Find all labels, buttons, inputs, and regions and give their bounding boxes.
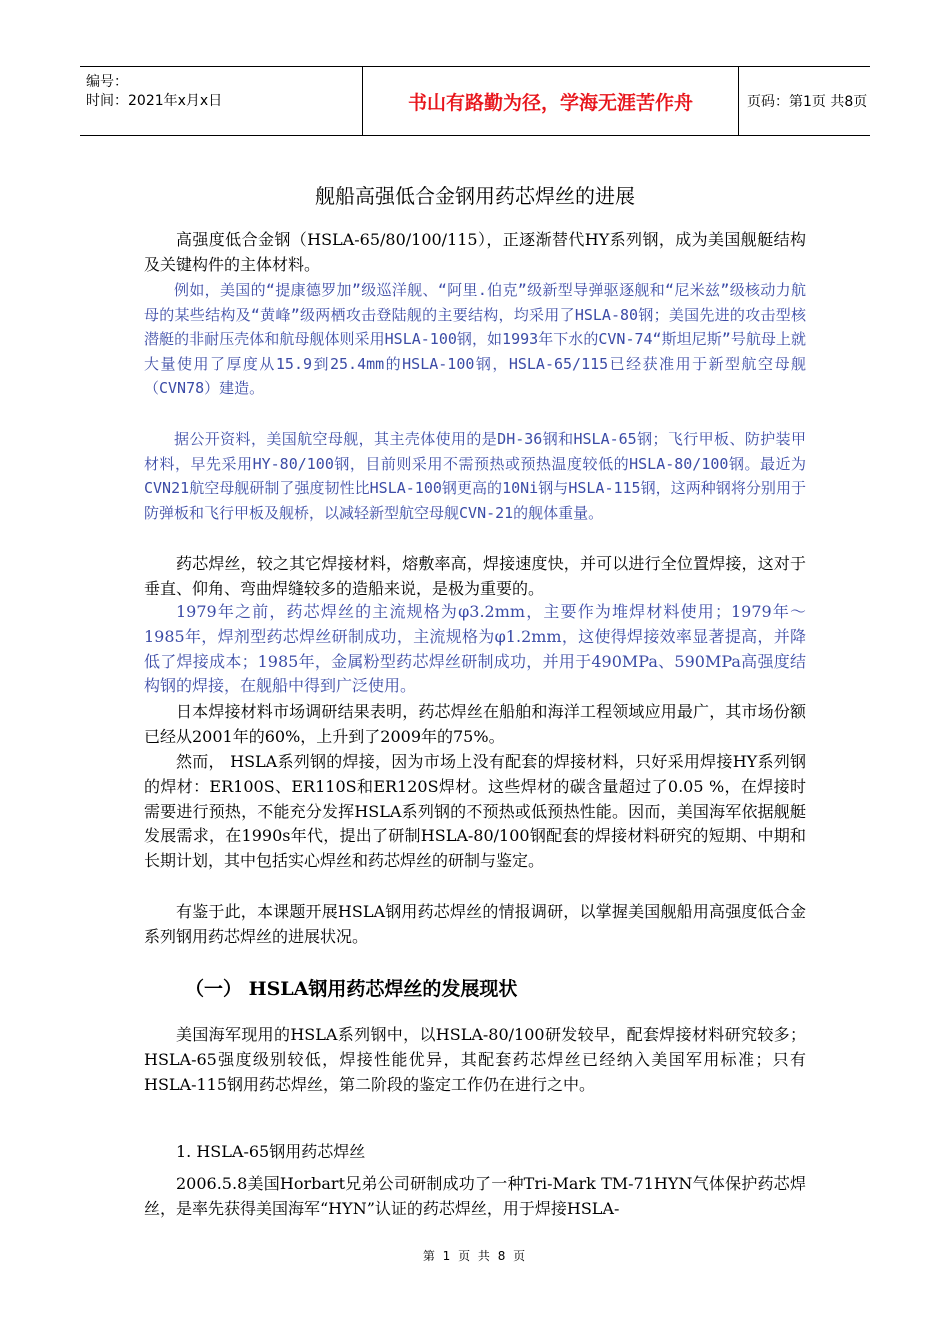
- paragraph-flux-cored-wire: 药芯焊丝，较之其它焊接材料，熔敷率高，焊接速度快，并可以进行全位置焊接，这对于垂直、仰角、弯曲焊缝较多的造船来说，是极为重要的。: [144, 554, 806, 598]
- document-title: 舰船高强低合金钢用药芯焊丝的进展: [315, 184, 635, 208]
- paragraph-carrier-materials: 据公开资料，美国航空母舰，其主壳体使用的是DH-36钢和HSLA-65钢；飞行甲板、防护装甲材料，早先采用HY-80/100钢，目前则采用不需预热或预热温度较低的HSLA-80/100钢。最近为CVN21航空母舰研制了强度韧性比HSLA-100钢更高的10Ni钢与HSLA-115钢，这两种钢将分别用于防弹板和飞行甲板及舰桥，以减轻新型航空母舰CVN-21的舰体重量。: [144, 430, 806, 522]
- paragraph-examples: 例如，美国的“提康德罗加”级巡洋舰、“阿里.伯克”级新型导弹驱逐舰和“尼米兹”级核动力航母的某些结构及“黄峰”级两栖攻击登陆舰的主要结构，均采用了HSLA-80钢；美国先进的攻击型核潜艇的非耐压壳体和航母舰体则采用HSLA-100钢，如1993年下水的CVN-74“斯坦尼斯”号航母上就大量使用了厚度从15.9到25.4mm的HSLA-100钢，HSLA-65/115已经获准用于新型航空母舰（CVN78）建造。: [144, 281, 806, 398]
- paragraph-hsla-welding: 然而， HSLA系列钢的焊接，因为市场上没有配套的焊接材料，只好采用焊接HY系列钢的焊材：ER100S、ER110S和ER120S焊材。这些焊材的碳含量超过了0.05 %，在焊接时需要进行预热，不能充分发挥HSLA系列钢的不预热或低预热性能。因而，美国海军依据舰艇发展需求，在1990s年代，提出了研制HSLA-80/100钢配套的焊接材料研究的短期、中期和长期计划，其中包括实心焊丝和药芯焊丝的研制与鉴定。: [144, 752, 806, 871]
- paragraph-intro: 高强度低合金钢（HSLA-65/80/100/115），正逐渐替代HY系列钢，成为美国舰艇结构及关键构件的主体材料。: [144, 230, 806, 274]
- header-page-info: 页码：第1页 共8页: [747, 94, 868, 110]
- document-number-label: 编号：: [86, 74, 128, 90]
- header-motto: 书山有路勤为径，学海无涯苦作舟: [407, 91, 693, 114]
- document-time: 时间：2021年x月x日: [86, 93, 223, 109]
- section-title: （一） HSLA钢用药芯焊丝的发展现状: [185, 978, 518, 1000]
- subsection-paragraph: 2006.5.8美国Horbart兄弟公司研制成功了一种Tri-Mark TM-71HYN气体保护药芯焊丝，是率先获得美国海军“HYN”认证的药芯焊丝，用于焊接HSLA-: [144, 1174, 806, 1218]
- paragraph-purpose: 有鉴于此，本课题开展HSLA钢用药芯焊丝的情报调研，以掌握美国舰船用高强度低合金系列钢用药芯焊丝的进展状况。: [144, 902, 806, 946]
- header-meta: [86, 73, 286, 111]
- paragraph-japan-market: 日本焊接材料市场调研结果表明，药芯焊丝在船舶和海洋工程领域应用最广，其市场份额已经从2001年的60%，上升到了2009年的75%。: [144, 702, 806, 746]
- section-paragraph: 美国海军现用的HSLA系列钢中，以HSLA-80/100研发较早，配套焊接材料研究较多；HSLA-65强度级别较低，焊接性能优异，其配套药芯焊丝已经纳入美国军用标准；只有HSLA-115钢用药芯焊丝，第二阶段的鉴定工作仍在进行之中。: [144, 1025, 806, 1094]
- paragraph-history: 1979年之前，药芯焊丝的主流规格为φ3.2mm，主要作为堆焊材料使用；1979年～1985年，焊剂型药芯焊丝研制成功，主流规格为φ1.2mm，这使得焊接效率显著提高，并降低了焊接成本；1985年，金属粉型药芯焊丝研制成功，并用于490MPa、590MPa高强度结构钢的焊接，在舰船中得到广泛使用。: [144, 602, 806, 696]
- subsection-title: 1. HSLA-65钢用药芯焊丝: [176, 1142, 366, 1161]
- header-motto-cell: [362, 67, 739, 135]
- page-footer: 第 1 页 共 8 页: [422, 1249, 528, 1263]
- page-header: [80, 66, 870, 136]
